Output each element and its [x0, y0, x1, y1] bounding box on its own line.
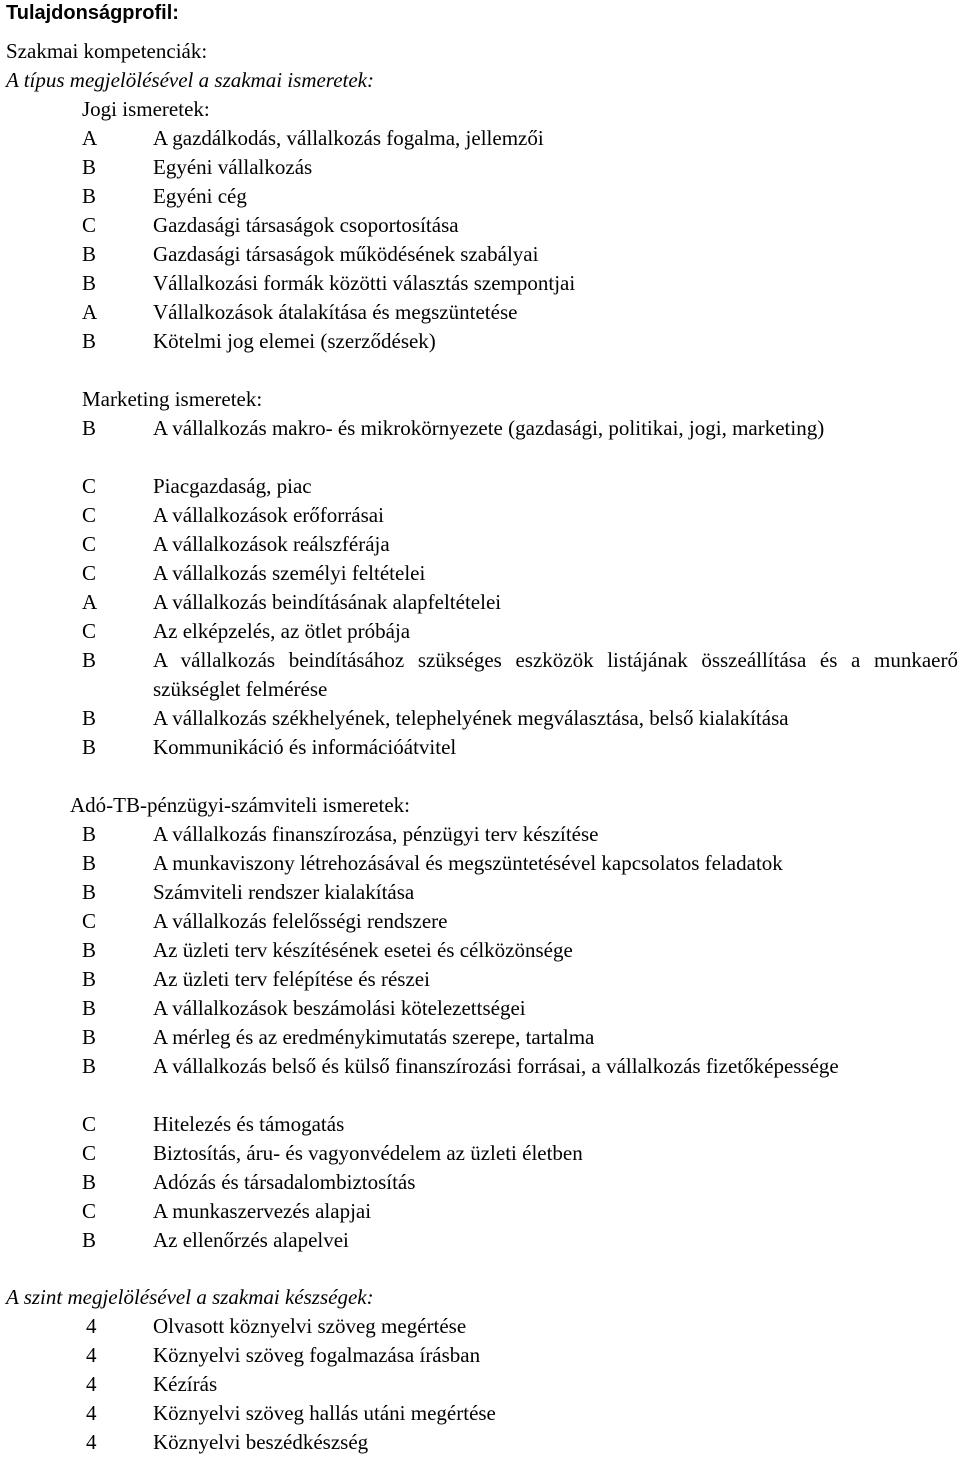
list-item: [82, 530, 958, 559]
tax-finance-knowledge-heading: Adó-TB-pénzügyi-számviteli ismeretek:: [70, 793, 410, 817]
item-code: B: [82, 155, 97, 179]
item-code: B: [82, 1228, 97, 1252]
list-item: [82, 1197, 958, 1226]
item-code: B: [82, 1054, 97, 1078]
item-text: A mérleg és az eredménykimutatás szerepe, tartalma: [153, 1025, 595, 1049]
skill-text: Köznyelvi beszédkészség: [153, 1430, 369, 1454]
list-item: [82, 327, 958, 356]
legal-knowledge-heading: Jogi ismeretek:: [82, 97, 210, 121]
item-code: B: [82, 648, 97, 672]
list-item: [82, 994, 958, 1023]
item-text: Vállalkozások átalakítása és megszüntetése: [153, 300, 518, 324]
item-text: Piacgazdaság, piac: [153, 474, 312, 498]
item-code: C: [82, 909, 97, 933]
skill-item: [82, 1428, 958, 1457]
item-text: A gazdálkodás, vállalkozás fogalma, jellemzői: [153, 126, 544, 150]
item-code: B: [82, 1170, 97, 1194]
item-text: A vállalkozás beindításának alapfeltételei: [153, 590, 502, 614]
skill-level: 4: [86, 1314, 97, 1338]
item-text: Az elképzelés, az ötlet próbája: [153, 619, 411, 643]
item-text: A vállalkozás felelősségi rendszere: [153, 909, 448, 933]
list-item: [82, 559, 958, 588]
list-item: [82, 588, 958, 617]
skill-item: [82, 1399, 958, 1428]
item-text: A vállalkozások reálszférája: [153, 532, 390, 556]
item-text: Egyéni vállalkozás: [153, 155, 313, 179]
item-code: A: [82, 300, 98, 324]
item-code: B: [82, 735, 97, 759]
list-item: [82, 298, 958, 327]
list-item: [82, 269, 958, 298]
item-code: B: [82, 184, 97, 208]
item-text: Gazdasági társaságok működésének szabályai: [153, 242, 539, 266]
list-item: [82, 907, 958, 936]
item-code: B: [82, 851, 97, 875]
item-text: Az ellenőrzés alapelvei: [153, 1228, 349, 1252]
marketing-knowledge-heading: Marketing ismeretek:: [82, 387, 263, 411]
item-text: Adózás és társadalombiztosítás: [153, 1170, 416, 1194]
list-item: [82, 501, 958, 530]
item-text: A vállalkozás személyi feltételei: [153, 561, 426, 585]
item-code: B: [82, 706, 97, 730]
skill-text: Olvasott köznyelvi szöveg megértése: [153, 1314, 467, 1338]
skill-text: Köznyelvi szöveg hallás utáni megértése: [153, 1401, 496, 1425]
list-item: [82, 182, 958, 211]
item-code: C: [82, 474, 97, 498]
item-code: C: [82, 561, 97, 585]
item-text: A munkaviszony létrehozásával és megszüntetésével kapcsolatos feladatok: [153, 851, 783, 875]
item-code: C: [82, 1141, 97, 1165]
list-item: [82, 820, 958, 849]
skill-item: [82, 1341, 958, 1370]
item-code: A: [82, 590, 98, 614]
list-item: [82, 1052, 958, 1110]
item-code: B: [82, 416, 97, 440]
item-text: Vállalkozási formák közötti választás szempontjai: [153, 271, 576, 295]
list-item: [82, 472, 958, 501]
knowledge-heading: A típus megjelölésével a szakmai ismeretek:: [6, 68, 374, 92]
skill-item: [82, 1370, 958, 1399]
skill-level: 4: [86, 1401, 97, 1425]
list-item: [82, 211, 958, 240]
item-code: C: [82, 213, 97, 237]
item-code: C: [82, 619, 97, 643]
item-text: A vállalkozás makro- és mikrokörnyezete (gazdasági, politikai, jogi, marketing): [153, 416, 825, 440]
item-text: Az üzleti terv készítésének esetei és célközönsége: [153, 938, 573, 962]
skills-heading: A szint megjelölésével a szakmai készségek:: [6, 1285, 374, 1309]
item-code: C: [82, 503, 97, 527]
list-item: [82, 878, 958, 907]
item-code: B: [82, 329, 97, 353]
list-item: [82, 1168, 958, 1197]
item-text: A vállalkozás székhelyének, telephelyének megválasztása, belső kialakítása: [153, 706, 789, 730]
page-title: Tulajdonságprofil:: [6, 2, 179, 24]
item-text: A vállalkozás finanszírozása, pénzügyi terv készítése: [153, 822, 599, 846]
list-item: [82, 646, 958, 704]
item-code: C: [82, 1112, 97, 1136]
skill-level: 4: [86, 1343, 97, 1367]
item-text: Egyéni cég: [153, 184, 247, 208]
item-code: B: [82, 822, 97, 846]
item-text: Biztosítás, áru- és vagyonvédelem az üzleti életben: [153, 1141, 583, 1165]
item-code: B: [82, 996, 97, 1020]
item-text: A vállalkozás belső és külső finanszírozási forrásai, a vállalkozás fizetőképessége: [153, 1054, 839, 1078]
item-code: C: [82, 1199, 97, 1223]
skill-text: Kézírás: [153, 1372, 218, 1396]
item-code: B: [82, 938, 97, 962]
item-code: B: [82, 967, 97, 991]
item-code: B: [82, 1025, 97, 1049]
list-item: [82, 1110, 958, 1139]
list-item: [82, 1023, 958, 1052]
skill-item: [82, 1312, 958, 1341]
item-text: Kötelmi jog elemei (szerződések): [153, 329, 436, 353]
item-code: B: [82, 242, 97, 266]
skill-level: 4: [86, 1372, 97, 1396]
list-item: [82, 733, 958, 762]
item-text: Gazdasági társaságok csoportosítása: [153, 213, 459, 237]
item-text: Számviteli rendszer kialakítása: [153, 880, 415, 904]
item-text: A vállalkozások beszámolási kötelezettségei: [153, 996, 526, 1020]
list-item: [82, 1139, 958, 1168]
item-code: B: [82, 880, 97, 904]
item-text: A vállalkozások erőforrásai: [153, 503, 384, 527]
item-text: Az üzleti terv felépítése és részei: [153, 967, 430, 991]
list-item: [82, 240, 958, 269]
skill-text: Köznyelvi szöveg fogalmazása írásban: [153, 1343, 481, 1367]
item-code: A: [82, 126, 98, 150]
competences-heading: Szakmai kompetenciák:: [6, 39, 208, 63]
item-text: A munkaszervezés alapjai: [153, 1199, 372, 1223]
item-text: Kommunikáció és információátvitel: [153, 735, 457, 759]
list-item: [82, 153, 958, 182]
list-item: [82, 849, 958, 878]
item-code: B: [82, 271, 97, 295]
list-item: [82, 965, 958, 994]
list-item: [82, 1226, 958, 1255]
list-item: [82, 124, 958, 153]
item-text: A vállalkozás beindításához szükséges eszközök listájának összeállítása és a munkaerő szükséglet felmérése: [153, 648, 958, 701]
item-code: C: [82, 532, 97, 556]
item-text: Hitelezés és támogatás: [153, 1112, 345, 1136]
list-item: [82, 617, 958, 646]
list-item: [82, 704, 958, 733]
skill-level: 4: [86, 1430, 97, 1454]
list-item: [82, 414, 958, 472]
list-item: [82, 936, 958, 965]
